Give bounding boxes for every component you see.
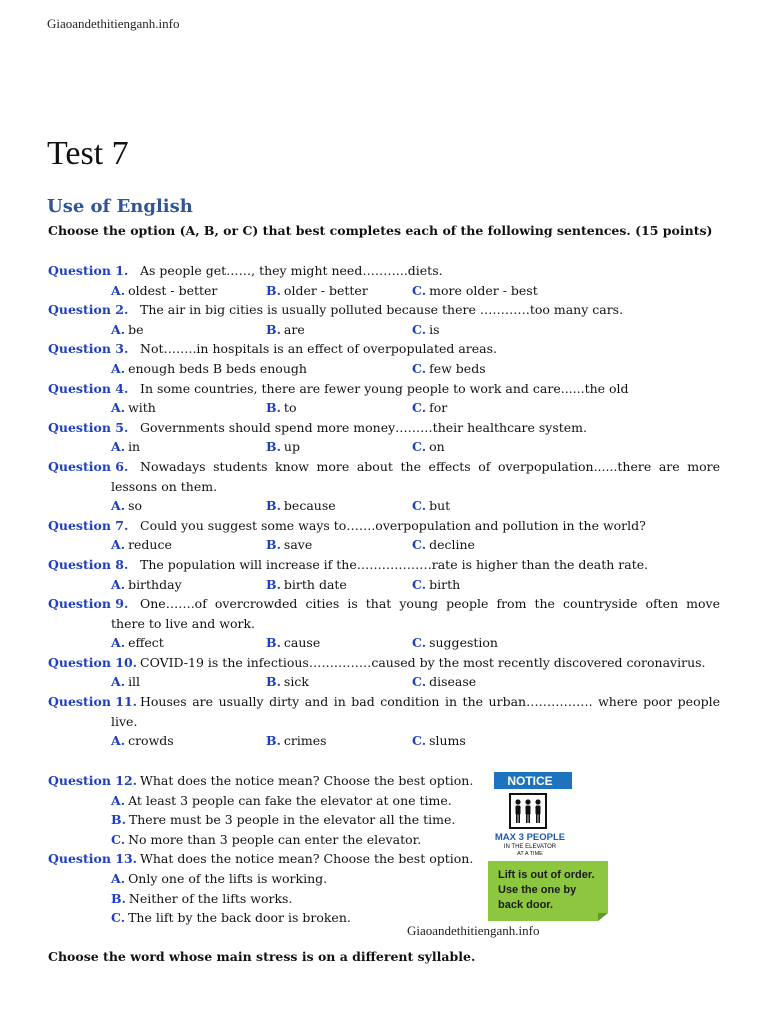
notice-at-a-time: AT A TIME bbox=[517, 851, 543, 856]
question-text: The air in big cities is usually polluted because there …………too many cars. bbox=[140, 302, 624, 318]
option-row bbox=[48, 791, 720, 811]
option-letter: A. bbox=[111, 537, 126, 553]
option-b bbox=[266, 633, 320, 653]
option-c bbox=[412, 496, 450, 516]
option-letter: A. bbox=[111, 870, 126, 886]
section-title: Use of English bbox=[47, 196, 193, 217]
options-row bbox=[48, 535, 720, 555]
option-c bbox=[412, 633, 498, 653]
option-letter: A. bbox=[111, 321, 126, 337]
question-text-continued: there to live and work. bbox=[111, 615, 255, 631]
option-text: ill bbox=[128, 674, 141, 690]
option-text: older - better bbox=[283, 282, 368, 298]
option-text: There must be 3 people in the elevator all the time. bbox=[128, 812, 456, 828]
options-row bbox=[48, 496, 720, 516]
option-b bbox=[266, 398, 296, 418]
option-text: on bbox=[429, 439, 445, 455]
options-row bbox=[48, 320, 720, 340]
option-text: Neither of the lifts works. bbox=[128, 890, 293, 906]
option-letter: B. bbox=[266, 674, 281, 690]
option-letter: B. bbox=[111, 890, 126, 906]
question-row bbox=[48, 379, 720, 399]
option-a bbox=[111, 359, 307, 379]
instruction-text: Choose the option (A, B, or C) that best completes each of the following sentences. (15 points) bbox=[48, 223, 713, 238]
option-text: crowds bbox=[128, 733, 174, 749]
option-text: cause bbox=[283, 635, 321, 651]
question-label: Question 11. bbox=[48, 694, 138, 710]
question-row bbox=[48, 555, 720, 575]
option-text: so bbox=[128, 498, 143, 514]
option-letter: C. bbox=[412, 360, 427, 376]
site-watermark-top: Giaoandethitienganh.info bbox=[47, 16, 180, 31]
option-letter: A. bbox=[111, 439, 126, 455]
option-text: The lift by the back door is broken. bbox=[128, 910, 351, 926]
question-label: Question 12. bbox=[48, 773, 138, 788]
option-c bbox=[412, 320, 440, 340]
elevator-notice-image bbox=[494, 772, 572, 856]
option-text: few beds bbox=[429, 360, 486, 376]
option-a bbox=[111, 496, 142, 516]
option-text: because bbox=[283, 498, 336, 514]
question-text: As people get……, they might need………..diets. bbox=[140, 263, 443, 278]
option-letter: C. bbox=[412, 282, 427, 298]
option-b bbox=[266, 320, 305, 340]
option-letter: B. bbox=[266, 321, 281, 337]
option-b bbox=[266, 575, 347, 595]
question-row bbox=[48, 457, 720, 477]
option-a bbox=[111, 535, 172, 555]
option-text: save bbox=[283, 537, 313, 553]
option-letter: C. bbox=[412, 635, 427, 651]
question-text-continued: lessons on them. bbox=[111, 478, 218, 494]
option-letter: B. bbox=[266, 439, 281, 455]
option-a bbox=[111, 281, 217, 301]
option-letter: B. bbox=[266, 498, 281, 514]
question-text: In some countries, there are fewer young people to work and care......the old bbox=[140, 380, 629, 396]
question-label: Question 4. bbox=[48, 380, 129, 396]
option-b bbox=[266, 672, 309, 692]
option-letter: C. bbox=[412, 321, 427, 337]
options-row bbox=[48, 633, 720, 653]
question-label: Question 7. bbox=[48, 517, 129, 533]
option-c bbox=[412, 575, 460, 595]
sign-folded-corner bbox=[598, 913, 608, 921]
option-text: No more than 3 people can enter the elevator. bbox=[128, 831, 422, 847]
notice-max-people: MAX 3 PEOPLE bbox=[494, 832, 566, 843]
option-text: in bbox=[128, 439, 141, 455]
option-text: but bbox=[429, 498, 451, 514]
option-b bbox=[266, 535, 312, 555]
option-c bbox=[111, 908, 351, 928]
question-text: Could you suggest some ways to…….overpopulation and pollution in the world? bbox=[140, 517, 646, 533]
option-letter: B. bbox=[111, 812, 126, 828]
option-c bbox=[412, 437, 445, 457]
option-a bbox=[111, 869, 327, 889]
option-text: slums bbox=[429, 733, 466, 749]
option-letter: A. bbox=[111, 498, 126, 514]
question-row bbox=[48, 516, 720, 536]
option-text: decline bbox=[429, 537, 475, 553]
option-a bbox=[111, 437, 140, 457]
options-row bbox=[48, 359, 720, 379]
question-row bbox=[48, 849, 720, 869]
option-letter: C. bbox=[111, 910, 126, 926]
question-label: Question 6. bbox=[48, 458, 129, 474]
question-continuation bbox=[48, 712, 720, 732]
option-row bbox=[48, 908, 720, 928]
option-letter: A. bbox=[111, 400, 126, 416]
question-label: Question 2. bbox=[48, 302, 129, 318]
option-c bbox=[412, 731, 466, 751]
option-letter: C. bbox=[412, 674, 427, 690]
option-text: more older - best bbox=[429, 282, 538, 298]
option-text: reduce bbox=[128, 537, 172, 553]
stress-instruction: Choose the word whose main stress is on a different syllable. bbox=[48, 949, 476, 964]
option-letter: B. bbox=[266, 635, 281, 651]
option-text: are bbox=[283, 321, 305, 337]
option-letter: C. bbox=[412, 733, 427, 749]
option-letter: B. bbox=[266, 400, 281, 416]
option-c bbox=[412, 281, 538, 301]
option-letter: B. bbox=[266, 537, 281, 553]
option-letter: A. bbox=[111, 576, 126, 592]
question-row bbox=[48, 261, 720, 281]
option-text: be bbox=[128, 321, 144, 337]
option-text: for bbox=[429, 400, 448, 416]
question-text: What does the notice mean? Choose the best option. bbox=[140, 773, 474, 788]
option-text: birthday bbox=[128, 576, 182, 592]
option-b bbox=[266, 437, 300, 457]
options-row bbox=[48, 398, 720, 418]
option-c bbox=[412, 398, 447, 418]
options-row bbox=[48, 437, 720, 457]
option-text: effect bbox=[128, 635, 164, 651]
option-c bbox=[412, 672, 476, 692]
question-label: Question 1. bbox=[48, 263, 129, 278]
notice-heading: NOTICE bbox=[507, 774, 553, 788]
option-text: to bbox=[283, 400, 297, 416]
option-text: Only one of the lifts is working. bbox=[128, 870, 328, 886]
option-c bbox=[111, 830, 421, 850]
sign-line-2: Use the one by bbox=[498, 884, 577, 896]
question-row bbox=[48, 300, 720, 320]
question-text: Nowadays students know more about the effects of overpopulation......there are more bbox=[140, 458, 720, 474]
question-text: Not……..in hospitals is an effect of overpopulated areas. bbox=[140, 341, 498, 357]
question-label: Question 10. bbox=[48, 654, 138, 670]
questions-block bbox=[48, 261, 720, 751]
option-letter: C. bbox=[412, 439, 427, 455]
option-text: enough beds B beds enough bbox=[128, 360, 307, 376]
notice-questions-block bbox=[48, 771, 720, 928]
option-letter: B. bbox=[266, 576, 281, 592]
option-letter: C. bbox=[412, 400, 427, 416]
option-text: with bbox=[128, 400, 156, 416]
option-row bbox=[48, 869, 720, 889]
option-letter: A. bbox=[111, 674, 126, 690]
option-b bbox=[266, 281, 368, 301]
question-label: Question 9. bbox=[48, 596, 129, 612]
option-text: At least 3 people can fake the elevator at one time. bbox=[128, 792, 452, 808]
question-label: Question 13. bbox=[48, 851, 138, 867]
question-text: One…….of overcrowded cities is that young people from the countryside often move bbox=[140, 596, 720, 612]
question-text: Houses are usually dirty and in bad condition in the urban……………. where poor people bbox=[140, 694, 720, 710]
option-letter: C. bbox=[412, 537, 427, 553]
question-row bbox=[48, 594, 720, 614]
option-letter: C. bbox=[412, 498, 427, 514]
option-letter: A. bbox=[111, 733, 126, 749]
option-c bbox=[412, 359, 486, 379]
option-text: up bbox=[283, 439, 300, 455]
option-letter: C. bbox=[412, 576, 427, 592]
option-letter: B. bbox=[266, 282, 281, 298]
notice-in-elevator: IN THE ELEVATOR bbox=[503, 844, 557, 850]
question-text: What does the notice mean? Choose the best option. bbox=[140, 851, 474, 867]
question-label: Question 8. bbox=[48, 556, 129, 572]
option-a bbox=[111, 398, 156, 418]
option-a bbox=[111, 672, 140, 692]
question-row bbox=[48, 418, 720, 438]
option-a bbox=[111, 731, 174, 751]
question-row bbox=[48, 653, 720, 673]
option-b bbox=[111, 810, 455, 830]
sign-line-3: back door. bbox=[498, 899, 554, 911]
question-label: Question 5. bbox=[48, 419, 129, 435]
option-text: crimes bbox=[283, 733, 327, 749]
option-a bbox=[111, 320, 143, 340]
question-row bbox=[48, 692, 720, 712]
option-row bbox=[48, 889, 720, 909]
options-row bbox=[48, 731, 720, 751]
page-title: Test 7 bbox=[47, 135, 129, 172]
sign-line-1: Lift is out of order. bbox=[498, 869, 595, 881]
option-letter: C. bbox=[111, 831, 126, 847]
question-continuation bbox=[48, 477, 720, 497]
option-text: birth bbox=[429, 576, 461, 592]
lift-out-of-order-sign bbox=[484, 861, 608, 921]
question-continuation bbox=[48, 614, 720, 634]
option-text: disease bbox=[429, 674, 477, 690]
option-letter: A. bbox=[111, 360, 126, 376]
option-row bbox=[48, 830, 720, 850]
question-text-continued: live. bbox=[111, 713, 138, 729]
option-b bbox=[266, 731, 327, 751]
question-row bbox=[48, 339, 720, 359]
site-watermark-bottom: Giaoandethitienganh.info bbox=[407, 923, 540, 938]
option-letter: A. bbox=[111, 282, 126, 298]
option-a bbox=[111, 633, 164, 653]
options-row bbox=[48, 281, 720, 301]
option-row bbox=[48, 810, 720, 830]
options-row bbox=[48, 575, 720, 595]
option-c bbox=[412, 535, 475, 555]
question-text: COVID-19 is the infectious……………caused by the most recently discovered coronavirus. bbox=[140, 654, 706, 670]
question-text: Governments should spend more money………their healthcare system. bbox=[140, 419, 588, 435]
option-text: birth date bbox=[283, 576, 347, 592]
option-letter: A. bbox=[111, 792, 126, 808]
option-b bbox=[111, 889, 292, 909]
options-row bbox=[48, 672, 720, 692]
option-text: suggestion bbox=[429, 635, 498, 651]
option-letter: B. bbox=[266, 733, 281, 749]
option-letter: A. bbox=[111, 635, 126, 651]
option-text: oldest - better bbox=[128, 282, 218, 298]
option-text: is bbox=[429, 321, 440, 337]
option-a bbox=[111, 791, 452, 811]
option-b bbox=[266, 496, 336, 516]
option-a bbox=[111, 575, 182, 595]
question-row bbox=[48, 771, 720, 791]
option-text: sick bbox=[283, 674, 309, 690]
question-label: Question 3. bbox=[48, 341, 129, 357]
question-text: The population will increase if the………………rate is higher than the death rate. bbox=[140, 556, 649, 572]
